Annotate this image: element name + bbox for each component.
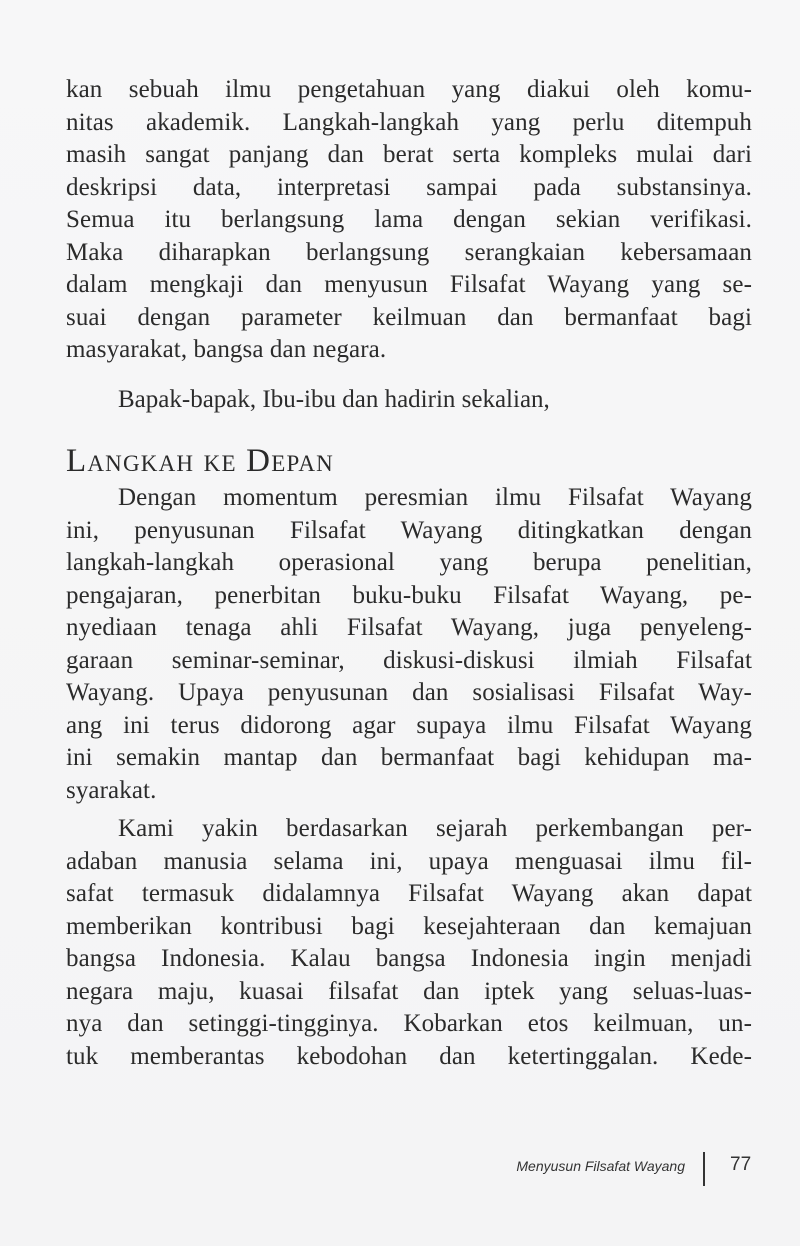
paragraph-momentum (66, 482, 752, 807)
text-line: kan sebuah ilmu pengetahuan yang diakui oleh komu- (66, 76, 752, 103)
paragraph-continuation (66, 74, 752, 367)
text-line: deskripsi data, interpretasi sampai pada substansinya. (66, 173, 752, 201)
section-heading: Langkah ke Depan (66, 443, 334, 479)
text-line: garaan seminar-seminar, diskusi-diskusi ilmiah Filsafat (66, 646, 752, 674)
footer-divider (703, 1152, 705, 1186)
text-line: pengajaran, penerbitan buku-buku Filsafat Wayang, pe- (66, 581, 752, 609)
text-line: negara maju, kuasai filsafat dan iptek yang seluas-luas- (66, 977, 752, 1005)
text-line: bangsa Indonesia. Kalau bangsa Indonesia ingin menjadi (66, 945, 752, 972)
text-line: suai dengan parameter keilmuan dan bermanfaat bagi (66, 303, 752, 331)
text-line: Dengan momentum peresmian ilmu Filsafat Wayang (118, 484, 752, 511)
text-line: Semua itu berlangsung lama dengan sekian verifikasi. (66, 206, 752, 233)
text-line: dalam mengkaji dan menyusun Filsafat Wayang yang se- (66, 271, 752, 298)
text-line: safat termasuk didalamnya Filsafat Wayang akan dapat (66, 880, 752, 907)
text-line: tuk memberantas kebodohan dan ketertinggalan. Kede- (66, 1042, 752, 1070)
text-line: masih sangat panjang dan berat serta kompleks mulai dari (66, 141, 752, 168)
text-line: ang ini terus didorong agar supaya ilmu Filsafat Wayang (66, 711, 752, 739)
text-line: adaban manusia selama ini, upaya menguasai ilmu fil- (66, 847, 752, 875)
text-line: Kami yakin berdasarkan sejarah perkembangan per- (118, 815, 752, 842)
running-head: Menyusun Filsafat Wayang (516, 1158, 685, 1174)
text-line: ini, penyusunan Filsafat Wayang ditingkatkan dengan (66, 516, 752, 544)
text-line: nyediaan tenaga ahli Filsafat Wayang, juga penyeleng- (66, 614, 752, 641)
text-line: Wayang. Upaya penyusunan dan sosialisasi Filsafat Way- (66, 679, 752, 706)
paragraph-belief (66, 813, 752, 1073)
text-line: langkah-langkah operasional yang berupa penelitian, (66, 549, 752, 576)
page-body (66, 74, 752, 1073)
page-number: 77 (730, 1154, 752, 1175)
text-line: masyarakat, bangsa dan negara. (66, 336, 387, 363)
salutation: Bapak-bapak, Ibu-ibu dan hadirin sekalian, (118, 385, 550, 413)
page-footer (0, 1148, 800, 1188)
text-line: memberikan kontribusi bagi kesejahteraan dan kemajuan (66, 912, 752, 940)
text-line: nitas akademik. Langkah-langkah yang perlu ditempuh (66, 108, 752, 136)
text-line: ini semakin mantap dan bermanfaat bagi kehidupan ma- (66, 744, 752, 771)
text-line: nya dan setinggi-tingginya. Kobarkan etos keilmuan, un- (66, 1010, 752, 1037)
text-line: Maka diharapkan berlangsung serangkaian kebersamaan (66, 238, 752, 266)
text-line: syarakat. (66, 776, 157, 804)
